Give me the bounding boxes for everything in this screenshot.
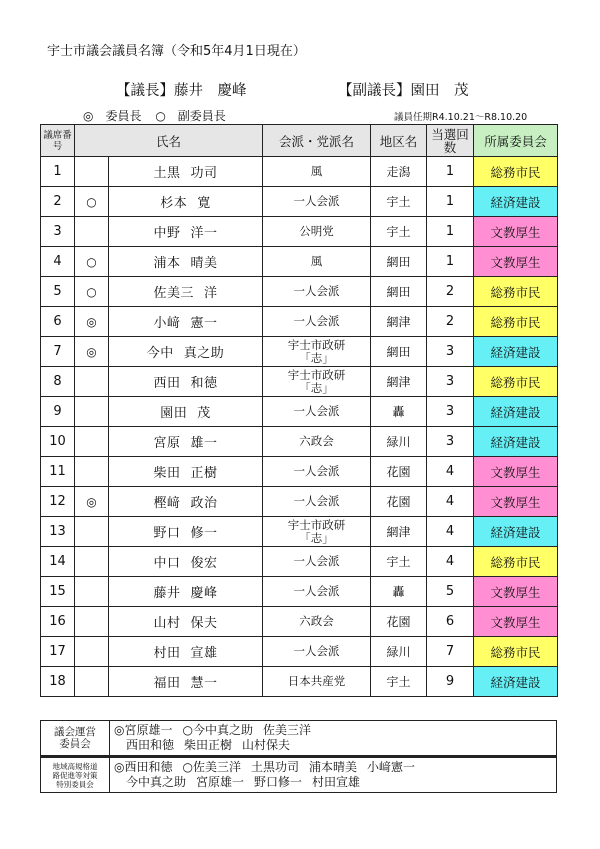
seat-number: 12 <box>41 487 75 517</box>
member-district: 宇土 <box>371 217 427 247</box>
seat-number: 11 <box>41 457 75 487</box>
seat-number: 4 <box>41 247 75 277</box>
committee-member: ○佐美三洋 <box>182 760 241 774</box>
table-row <box>41 277 558 307</box>
times-elected: 2 <box>427 277 474 307</box>
member-faction: 一人会派 <box>263 637 371 667</box>
member-surname: 柴田 <box>153 466 181 481</box>
seat-number: 18 <box>41 667 75 697</box>
member-surname: 今中 <box>146 346 174 361</box>
times-elected: 2 <box>427 307 474 337</box>
member-committee: 経済建設 <box>474 667 558 697</box>
member-surname: 宮原 <box>153 436 181 451</box>
member-district: 宇土 <box>371 547 427 577</box>
table-row <box>41 487 558 517</box>
committee-role-mark <box>75 457 109 487</box>
member-given-name: 雄一 <box>190 436 218 451</box>
header-name: 氏名 <box>75 125 263 157</box>
member-faction: 六政会 <box>263 427 371 457</box>
committee-member: ◎宮原雄一 <box>114 723 173 737</box>
vice-chair-label: 【副議長】園田 茂 <box>338 83 469 99</box>
times-elected: 1 <box>427 187 474 217</box>
header-faction: 会派・党派名 <box>263 125 371 157</box>
member-surname: 藤井 <box>153 586 181 601</box>
committee-member-line <box>114 760 552 775</box>
document-title: 宇士市議会議員名簿（令和5年4月1日現在） <box>47 44 306 59</box>
member-committee: 経済建設 <box>474 427 558 457</box>
special-committees <box>40 720 557 793</box>
member-given-name: 寛 <box>197 196 211 211</box>
member-surname: 杉本 <box>160 196 188 211</box>
member-committee: 文教厚生 <box>474 457 558 487</box>
member-surname: 福田 <box>153 676 181 691</box>
committee-member: 小﨑憲一 <box>367 760 416 774</box>
table-row <box>41 517 558 547</box>
times-elected: 1 <box>427 247 474 277</box>
member-faction: 日本共産党 <box>263 667 371 697</box>
member-name <box>109 577 263 607</box>
times-elected: 3 <box>427 427 474 457</box>
member-name <box>109 247 263 277</box>
member-faction: 一人会派 <box>263 457 371 487</box>
committee-members <box>110 721 556 755</box>
member-name <box>109 517 263 547</box>
committee-member: 西田和徳 <box>114 738 175 752</box>
seat-number: 17 <box>41 637 75 667</box>
header-district: 地区名 <box>371 125 427 157</box>
committee-role-mark: ○ <box>75 187 109 217</box>
committee-member: 今中真之助 <box>114 775 187 789</box>
header-seat: 議席番号 <box>41 125 75 157</box>
member-district: 網津 <box>371 307 427 337</box>
member-given-name: 俊宏 <box>190 556 218 571</box>
committee-role-mark <box>75 427 109 457</box>
seat-number: 3 <box>41 217 75 247</box>
member-given-name: 慶峰 <box>190 586 218 601</box>
header-times: 当選回数 <box>427 125 474 157</box>
member-committee: 経済建設 <box>474 337 558 367</box>
table-row <box>41 367 558 397</box>
legend-vice: ○ 副委員長 <box>155 109 226 123</box>
member-surname: 園田 <box>160 406 188 421</box>
times-elected: 4 <box>427 487 474 517</box>
member-faction: 宇士市政研 「志」 <box>263 367 371 397</box>
seat-number: 2 <box>41 187 75 217</box>
member-district: 網田 <box>371 277 427 307</box>
times-elected: 3 <box>427 337 474 367</box>
times-elected: 6 <box>427 607 474 637</box>
committee-box <box>40 720 557 756</box>
member-surname: 佐美三 <box>153 286 194 301</box>
times-elected: 9 <box>427 667 474 697</box>
member-given-name: 宣雄 <box>190 646 218 661</box>
committee-role-mark <box>75 157 109 187</box>
member-committee: 文教厚生 <box>474 217 558 247</box>
member-given-name: 政治 <box>190 496 218 511</box>
times-elected: 3 <box>427 367 474 397</box>
member-committee: 文教厚生 <box>474 577 558 607</box>
committee-role-mark: ◎ <box>75 487 109 517</box>
committee-member-line <box>114 723 552 738</box>
table-row <box>41 397 558 427</box>
seat-number: 1 <box>41 157 75 187</box>
member-given-name: 憲一 <box>190 316 218 331</box>
table-header-row <box>41 125 558 157</box>
member-committee: 文教厚生 <box>474 607 558 637</box>
member-faction: 風 <box>263 157 371 187</box>
table-row <box>41 187 558 217</box>
seat-number: 7 <box>41 337 75 367</box>
times-elected: 4 <box>427 457 474 487</box>
member-given-name: 保夫 <box>190 616 218 631</box>
chair-label: 【議長】藤井 慶峰 <box>116 83 247 99</box>
member-faction: 一人会派 <box>263 187 371 217</box>
member-faction: 風 <box>263 247 371 277</box>
member-committee: 総務市民 <box>474 637 558 667</box>
table-row <box>41 217 558 247</box>
committee-role-mark <box>75 667 109 697</box>
member-district: 走潟 <box>371 157 427 187</box>
table-body <box>41 157 558 697</box>
term-label: 議員任期R4.10.21～R8.10.20 <box>394 112 528 123</box>
committee-member: 山村保夫 <box>242 738 291 752</box>
committee-role-mark <box>75 607 109 637</box>
member-faction: 公明党 <box>263 217 371 247</box>
member-faction: 一人会派 <box>263 547 371 577</box>
member-name <box>109 667 263 697</box>
committee-role-mark: ○ <box>75 247 109 277</box>
committee-role-mark <box>75 217 109 247</box>
table-row <box>41 457 558 487</box>
committee-role-mark <box>75 577 109 607</box>
member-given-name: 和徳 <box>190 376 218 391</box>
committee-member: 佐美三洋 <box>262 723 311 737</box>
member-name <box>109 307 263 337</box>
member-district: 網田 <box>371 247 427 277</box>
committee-member: 宮原雄一 <box>196 775 245 789</box>
committee-box <box>40 756 557 793</box>
member-name <box>109 607 263 637</box>
times-elected: 4 <box>427 547 474 577</box>
member-faction: 一人会派 <box>263 397 371 427</box>
member-committee: 文教厚生 <box>474 247 558 277</box>
table-row <box>41 547 558 577</box>
table-row <box>41 427 558 457</box>
member-name <box>109 637 263 667</box>
member-given-name: 洋一 <box>190 226 218 241</box>
member-faction: 一人会派 <box>263 307 371 337</box>
seat-number: 14 <box>41 547 75 577</box>
member-surname: 中口 <box>153 556 181 571</box>
member-given-name: 正樹 <box>190 466 218 481</box>
seat-number: 6 <box>41 307 75 337</box>
member-faction: 六政会 <box>263 607 371 637</box>
member-surname: 村田 <box>153 646 181 661</box>
table-row <box>41 157 558 187</box>
member-committee: 総務市民 <box>474 547 558 577</box>
member-committee: 総務市民 <box>474 367 558 397</box>
member-surname: 中野 <box>153 226 181 241</box>
times-elected: 1 <box>427 157 474 187</box>
table-row <box>41 247 558 277</box>
committee-member: 野口修一 <box>254 775 303 789</box>
member-name <box>109 217 263 247</box>
table-row <box>41 577 558 607</box>
member-surname: 山村 <box>153 616 181 631</box>
committee-member: ◎西田和徳 <box>114 760 173 774</box>
seat-number: 15 <box>41 577 75 607</box>
seat-number: 13 <box>41 517 75 547</box>
committee-member: 土黒功司 <box>250 760 299 774</box>
legend <box>83 107 236 124</box>
member-faction: 一人会派 <box>263 487 371 517</box>
member-district: 緑川 <box>371 637 427 667</box>
member-given-name: 洋 <box>204 286 218 301</box>
member-surname: 野口 <box>153 526 181 541</box>
member-faction: 宇士市政研 「志」 <box>263 517 371 547</box>
member-given-name: 功司 <box>190 166 218 181</box>
member-district: 緑川 <box>371 427 427 457</box>
header-committee: 所属委員会 <box>474 125 558 157</box>
member-name <box>109 457 263 487</box>
member-district: 花園 <box>371 487 427 517</box>
committee-members <box>110 758 556 792</box>
member-given-name: 茂 <box>197 406 211 421</box>
seat-number: 9 <box>41 397 75 427</box>
member-district: 宇土 <box>371 187 427 217</box>
member-district: 轟 <box>371 577 427 607</box>
member-committee: 経済建設 <box>474 187 558 217</box>
member-given-name: 真之助 <box>183 346 225 361</box>
member-name <box>109 337 263 367</box>
member-name <box>109 277 263 307</box>
times-elected: 4 <box>427 517 474 547</box>
member-name <box>109 427 263 457</box>
member-district: 花園 <box>371 607 427 637</box>
table-row <box>41 307 558 337</box>
member-committee: 総務市民 <box>474 307 558 337</box>
committee-name: 地域高規格道 路促進等対策 特別委員会 <box>41 758 110 792</box>
member-given-name: 修一 <box>190 526 218 541</box>
committee-role-mark <box>75 517 109 547</box>
member-given-name: 晴美 <box>190 256 218 271</box>
member-surname: 小﨑 <box>153 316 181 331</box>
member-name <box>109 157 263 187</box>
member-surname: 浦本 <box>153 256 181 271</box>
member-name <box>109 547 263 577</box>
committee-member: 浦本晴美 <box>308 760 357 774</box>
member-name <box>109 367 263 397</box>
table-row <box>41 637 558 667</box>
member-district: 網田 <box>371 337 427 367</box>
table-row <box>41 337 558 367</box>
member-given-name: 慧一 <box>190 676 218 691</box>
seat-number: 8 <box>41 367 75 397</box>
legend-chair: ◎ 委員長 <box>83 109 142 123</box>
member-district: 宇土 <box>371 667 427 697</box>
committee-role-mark <box>75 397 109 427</box>
times-elected: 7 <box>427 637 474 667</box>
committee-role-mark <box>75 637 109 667</box>
committee-member: 柴田正樹 <box>184 738 233 752</box>
member-committee: 経済建設 <box>474 517 558 547</box>
committee-role-mark <box>75 367 109 397</box>
committee-role-mark <box>75 547 109 577</box>
member-committee: 総務市民 <box>474 277 558 307</box>
committee-member-line <box>114 775 552 790</box>
member-faction: 一人会派 <box>263 277 371 307</box>
member-name <box>109 487 263 517</box>
committee-member: ○今中真之助 <box>182 723 253 737</box>
table-row <box>41 667 558 697</box>
times-elected: 5 <box>427 577 474 607</box>
member-committee: 総務市民 <box>474 157 558 187</box>
committee-name: 議会運営 委員会 <box>41 721 110 755</box>
member-committee: 経済建設 <box>474 397 558 427</box>
seat-number: 16 <box>41 607 75 637</box>
member-faction: 一人会派 <box>263 577 371 607</box>
times-elected: 1 <box>427 217 474 247</box>
committee-role-mark: ◎ <box>75 307 109 337</box>
committee-role-mark: ○ <box>75 277 109 307</box>
seat-number: 5 <box>41 277 75 307</box>
member-district: 花園 <box>371 457 427 487</box>
seat-number: 10 <box>41 427 75 457</box>
committee-role-mark: ◎ <box>75 337 109 367</box>
member-faction: 宇士市政研 「志」 <box>263 337 371 367</box>
member-district: 網津 <box>371 517 427 547</box>
member-surname: 土黒 <box>153 166 181 181</box>
member-district: 轟 <box>371 397 427 427</box>
member-district: 網津 <box>371 367 427 397</box>
committee-member-line <box>114 738 552 753</box>
member-name <box>109 397 263 427</box>
member-surname: 樫﨑 <box>153 496 181 511</box>
times-elected: 3 <box>427 397 474 427</box>
member-committee: 文教厚生 <box>474 487 558 517</box>
member-name <box>109 187 263 217</box>
table-row <box>41 607 558 637</box>
member-table <box>40 124 558 697</box>
member-surname: 西田 <box>153 376 181 391</box>
committee-member: 村田宣雄 <box>312 775 361 789</box>
